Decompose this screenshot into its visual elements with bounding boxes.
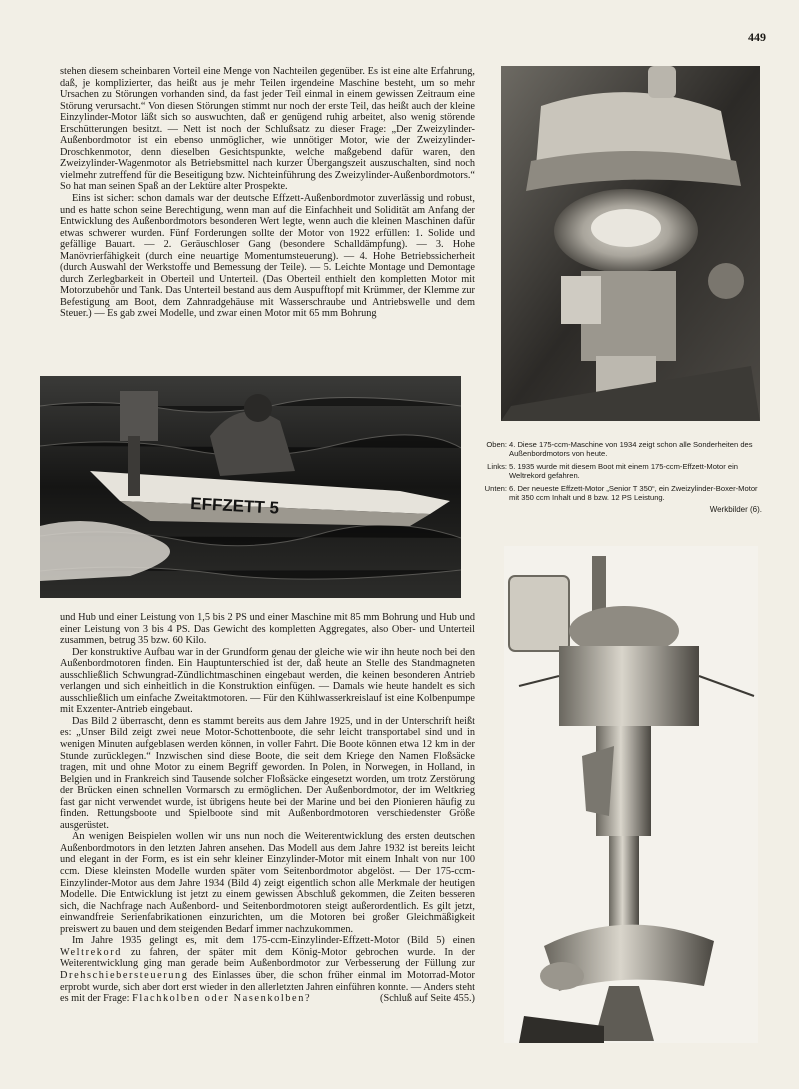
- caption-position: Oben:: [486, 440, 507, 449]
- paragraph: stehen diesem scheinbaren Vorteil eine Menge von Nachteilen gegenüber. Es ist eine alte Erfahrung, daß, je komplizierter, das heißt aus je mehr Teilen irgendeine Maschine besteht, um so mehr Ursachen zu Störungen vorhanden sind, da fast jeder Teil einmal in einem gewissen Zeitraum eine Störung verursacht.“ Von diesen Störungen stimmt nur noch der erste Teil, das heißt auch der kleine Einzylinder-Motor läßt sich so auswuchten, daß er genügend ruhig arbeitet, also wenig störende Erschütterungen besitzt. — Nett ist noch der Schlußsatz zu dieser Frage: „Der Zweizylinder-Außenbordmotor ist ein ebenso unmöglicher, wie unnötiger Motor, wie der Zweizylinder-Droschkenmotor, denn dieselben Gesichtspunkte, welche maßgebend dafür waren, den Zweizylinder-Wagenmotor als Betriebsmittel nach kurzer Übergangszeit auszuschalten, sind noch vielmehr zutreffend für die Beseitigung bzw. Nichteinführung des Zweizylinder-Außenbordmotors.“ So hat man seinen Spaß an der Lektüre alter Prospekte.: [60, 66, 475, 193]
- paragraph: An wenigen Beispielen wollen wir uns nun noch die Weiterentwicklung des ersten deutschen Außenbordmotors in den letzten Jahren ansehen. Das Modell aus dem Jahre 1932 ist bereits leicht und elegant in der Form, es ist ein sehr kleiner Einzylinder-Motor mit einem Inhalt von nur 100 ccm. Diese kleinsten Modelle wurden später vom Seitenbordmotor abgelöst. — Der 175-ccm-Einzylinder-Motor aus dem Jahre 1934 (Bild 4) zeigt eigentlich schon alle Merkmale der heutigen Modelle. Die Entwicklung ist jetzt zu einem gewissen Abschluß gekommen, die Zeiten besseren sich, die Nachfrage nach Außenbord- und Seitenbordmotoren steigt außerordentlich. Es gilt jetzt, einwandfreie Serienfabrikationen einzurichten, um die Motoren bei großer Gleichmäßigkeit preiswert zu bauen und dem steigenden Bedarf immer nachzukommen.: [60, 831, 475, 935]
- page-number: 449: [748, 30, 766, 44]
- paragraph: und Hub und einer Leistung von 1,5 bis 2 PS und einer Maschine mit 85 mm Bohrung und Hub und einer Leistung von 3 bis 4 PS. Das Gewicht des kompletten Aggregates, also Ober- und Unterteil zusammen, betrug 35 bzw. 60 Kilo.: [60, 612, 475, 647]
- caption-position: Unten:: [484, 483, 507, 493]
- caption-left: [480, 462, 762, 481]
- engine-1934-photo: [501, 66, 760, 421]
- article-text-bottom: [60, 612, 475, 1005]
- paragraph: Eins ist sicher: schon damals war der deutsche Effzett-Außenbordmotor zuverlässig und robust, und es hatte schon seine Berechtigung, wenn man auf die Einfachheit und Solidität am Anfang der Entwicklung des Außenbordmotors besonderen Wert legte, wenn auch die kleinen Maschinen dafür etwas schwerer wurden. Fünf Forderungen sollte der Motor von 1922 erfüllen: 1. Solide und gefällige Bauart. — 2. Geräuschloser Gang (besondere Schalldämpfung). — 3. Hohe Manövrierfähigkeit (durch eine neuartige Momentumsteuerung). — 4. Hohe Betriebssicherheit (durch Auswahl der Werkstoffe und Bemessung der Teile). — 5. Leichte Montage und Demontage durch Zerlegbarkeit in Oberteil und Unterteil. (Das Oberteil enthielt den kompletten Motor mit Motorzubehör und Tank. Das Unterteil bestand aus dem Auspufftopf mit Krümmer, der Klemme zur Befestigung am Boot, dem Zahnradgehäuse mit Wasserschraube und Antriebswelle und dem Steuer.) — Es gab zwei Modelle, und zwar einen Motor mit 65 mm Bohrung: [60, 193, 475, 320]
- boat-label: EFFZETT 5: [189, 494, 280, 518]
- caption-text: 6. Der neueste Effzett-Motor „Senior T 350“, ein Zweizylinder-Boxer-Motor mit 350 ccm Inhalt und 8 bzw. 12 PS Leistung.: [509, 483, 758, 503]
- caption-position: Links:: [487, 461, 507, 471]
- caption-bottom: [480, 484, 762, 503]
- figure-captions: [480, 440, 762, 515]
- paragraph: Der konstruktive Aufbau war in der Grundform genau der gleiche wie wir ihn heute noch bei den Außenbordmotoren finden. Ein Hauptunterschied ist der, daß heute an Stelle des Standmagneten ausschließlich Schwungrad-Zündlichtmaschinen eingebaut werden, die keinen besonderen Antrieb verlangen und sich einheitlich in die Konstruktion einfügen. — Damals wie heute handelt es sich ausschließlich um einfache Zweitaktmotoren. — Für den Kühlwasserkreislauf ist eine Kolbenpumpe mit Exzenter-Antrieb eingebaut.: [60, 646, 475, 716]
- caption-text: 4. Diese 175-ccm-Maschine von 1934 zeigt schon alle Sonderheiten des Außenbordmotors von heute.: [509, 440, 753, 459]
- spaced-emphasis: Drehschiebersteuerung: [60, 969, 189, 981]
- photo-credit: Werkbilder (6).: [709, 505, 762, 515]
- caption-top: [480, 440, 762, 459]
- record-boat-photo: [40, 376, 461, 598]
- continuation-note: (Schluß auf Seite 455.): [380, 993, 475, 1005]
- article-text-top: [60, 66, 475, 320]
- spaced-emphasis: Weltrekord: [60, 946, 123, 958]
- spaced-emphasis: Flachkolben oder Nasenkolben?: [132, 993, 312, 1005]
- paragraph: Das Bild 2 überrascht, denn es stammt bereits aus dem Jahre 1925, und in der Unterschrift heißt es: „Unser Bild zeigt zwei neue Motor-Schottenboote, die sehr leicht transportabel sind und in wenigen Minuten aufgeblasen werden können, in voller Fahrt. Die Boote können etwa 12 km in der Stunde zurücklegen.“ Inzwischen sind diese Boote, die seit dem Kriege den Namen Floßsäcke tragen, mit und ohne Motor zu einem Begriff geworden. In Polen, in Norwegen, in Holland, in Belgien und in Frankreich sind Tausende solcher Floßsäcke eingesetzt worden, um trotz Zerstörung der Brücken einen schnellen Vormarsch zu ermöglichen. Der Außenbordmotor, der im Weltkrieg fast gar nicht verwendet wurde, ist übrigens heute bei der Marine und bei den Pionieren häufig zu finden. Rettungsboote und Spielboote sind mit Außenbordmotoren verschiedenster Größe ausgerüstet.: [60, 715, 475, 831]
- engine-senior-t350-photo: [504, 546, 758, 1043]
- caption-text: 5. 1935 wurde mit diesem Boot mit einem 175-ccm-Effzett-Motor ein Weltrekord gefahren.: [509, 461, 739, 481]
- paragraph-last: Im Jahre 1935 gelingt es, mit dem 175-ccm-Einzylinder-Effzett-Motor (Bild 5) einen Weltrekord zu fahren, der später mit dem König-Motor gebrochen wurde. In der Weiterentwicklung ging man gerade beim Außenbordmotor zur Verbesserung der Füllung zur Drehschiebersteuerung des Einlasses über, die schon früher einmal im Motorrad-Motor erprobt wurde, sich aber dort erst wieder in den allerletzten Jahren einführen konnte. — Anders steht es mit der Frage: Flachkolben oder Nasenkolben? (Schluß auf Seite 455.): [60, 935, 475, 1005]
